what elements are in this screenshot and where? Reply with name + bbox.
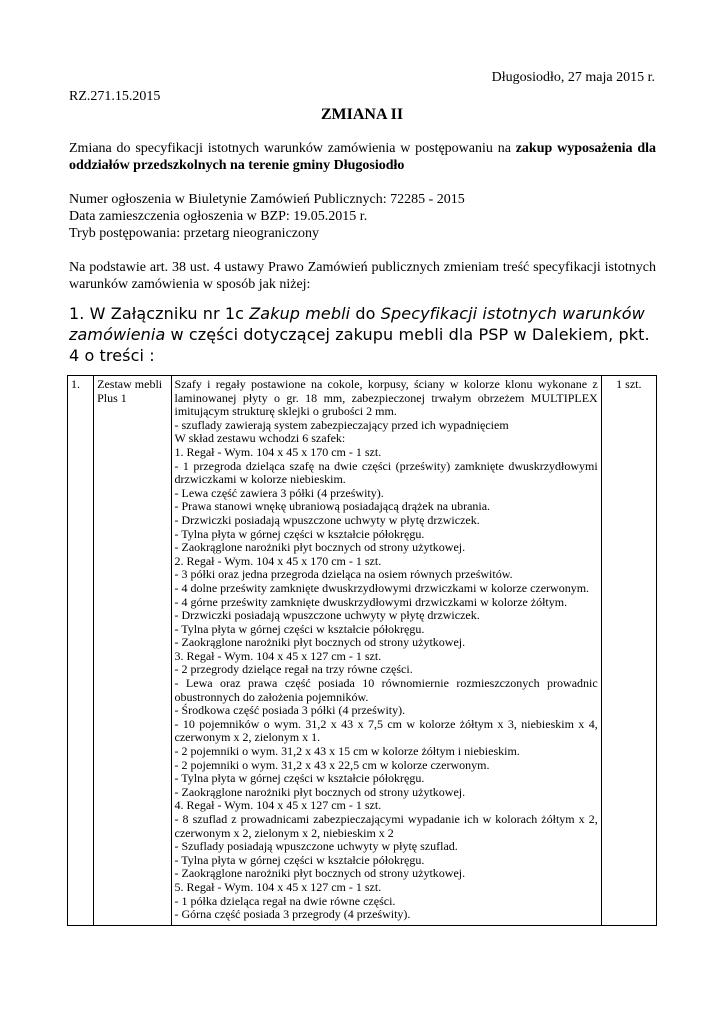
description-line: - Tylna płyta w górnej części w kształcie półokręgu. [174,852,425,867]
description-line: 2. Regał - Wym. 104 x 45 x 170 cm - 1 szt. [174,553,382,568]
description-line: - Lewa część zawiera 3 półki (4 prześwity). [174,485,384,500]
description-line: - 1 przegroda dzieląca szafę na dwie części (prześwity) zamknięte dwuskrzydłowymi drzwiczkami w kolorze niebieskim. [174,458,598,487]
item-description [171,376,601,926]
point-text-2: do [350,304,381,323]
table-row [68,376,657,926]
item-name: Zestaw mebli Plus 1 [94,376,171,926]
description-line: - Drzwiczki posiadają wpuszczone uchwyty w płytę drzwiczek. [174,608,480,623]
description-line: - Drzwiczki posiadają wpuszczone uchwyty w płytę drzwiczek. [174,512,480,527]
announcement-info [69,191,465,242]
change-point-1 [69,303,657,366]
description-line: - 1 półka dzieląca regał na dwie równe części. [174,893,396,908]
description-line: - 2 przegrody dzielące regał na trzy równe części. [174,662,413,677]
description-line: - 2 pojemniki o wym. 31,2 x 43 x 15 cm w kolorze żółtym i niebieskim. [174,744,520,759]
item-quantity: 1 szt. [601,376,656,926]
description-line: - Prawa stanowi wnękę ubraniową posiadającą drążek na ubrania. [174,499,491,514]
description-line: - Szuflady posiadają wpuszczone uchwyty w płytę szuflad. [174,839,458,854]
description-line: - Zaokrąglone narożniki płyt bocznych od strony użytkowej. [174,635,466,650]
description-line: - Tylna płyta w górnej części w kształcie półokręgu. [174,526,425,541]
description-line: - 10 pojemników o wym. 31,2 x 43 x 7,5 cm w kolorze żółtym x 3, niebieskim x 4, czerwonym x 2, zielonym x 1. [174,716,598,745]
description-line: - 4 dolne prześwity zamknięte dwuskrzydłowymi drzwiczkami w kolorze czerwonym. [174,580,590,595]
description-line: - 2 pojemniki o wym. 31,2 x 43 x 22,5 cm w kolorze czerwonym. [174,757,490,772]
description-line: W skład zestawu wchodzi 6 szafek: [174,431,346,446]
description-line: Szafy i regały postawione na cokole, korpusy, ściany w kolorze klonu wykonane z laminowanej płyty o gr. 18 mm, zabezpieczonej trwałym obrzeżem MULTIPLEX imitującym strukturę sklejki o grubości 2 mm. [174,377,598,419]
point-italic-1: Zakup mebli [249,304,351,323]
description-line: - Lewa oraz prawa część posiada 10 równomiernie rozmieszczonych prowadnic obustronnych do założenia pojemników. [174,676,598,704]
description-lines [175,378,598,922]
announcement-number: Numer ogłoszenia w Biuletynie Zamówień Publicznych: 72285 - 2015 [69,192,465,207]
reference-number: RZ.271.15.2015 [69,89,161,104]
description-line: - Zaokrąglone narożniki płyt bocznych od strony użytkowej. [174,540,466,555]
description-line: - 8 szuflad z prowadnicami zabezpieczającymi wypadanie ich w kolorach żółtym x 2, czerwonym x 2, zielonym x 2, niebieskim x 2 [174,812,598,840]
intro-subject: zakup wyposażenia dla oddziałów przedszkolnych na terenie gminy Długosiodło [69,141,657,173]
place-and-date: Długosiodło, 27 maja 2015 r. [491,70,655,85]
point-text-1: 1. W Załączniku nr 1c [69,304,250,323]
description-line: - Tylna płyta w górnej części w kształcie półokręgu. [174,621,425,636]
description-line: 5. Regał - Wym. 104 x 45 x 127 cm - 1 szt. [174,879,382,894]
intro-text: Zmiana do specyfikacji istotnych warunków zamówienia w postępowaniu na [69,141,516,156]
description-line: - Górna część posiada 3 przegrody (4 prześwity). [174,907,411,922]
document-title: ZMIANA II [320,106,404,123]
description-line: 4. Regał - Wym. 104 x 45 x 127 cm - 1 szt. [174,798,382,813]
publication-date: Data zamieszczenia ogłoszenia w BZP: 19.05.2015 r. [69,209,368,224]
procedure-type: Tryb postępowania: przetarg nieograniczony [69,226,319,241]
description-line: 3. Regał - Wym. 104 x 45 x 127 cm - 1 szt. [174,648,382,663]
intro-paragraph [69,140,656,174]
description-line: - 4 górne prześwity zamknięte dwuskrzydłowymi drzwiczkami w kolorze żółtym. [174,594,568,609]
description-line: - Zaokrąglone narożniki płyt bocznych od strony użytkowej. [174,866,466,881]
description-line: 1. Regał - Wym. 104 x 45 x 170 cm - 1 szt. [174,444,382,459]
description-line: - szuflady zawierają system zabezpieczający przed ich wypadnięciem [174,417,509,432]
point-text-3: w części dotyczącej zakupu mebli dla PSP w Dalekiem, pkt. 4 o treści : [69,325,650,365]
description-line: - Środkowa część posiada 3 półki (4 prześwity). [174,703,406,718]
description-line: - Tylna płyta w górnej części w kształcie półokręgu. [174,771,425,786]
row-number: 1. [68,376,94,926]
description-line: - Zaokrąglone narożniki płyt bocznych od strony użytkowej. [174,784,466,799]
description-line: - 3 półki oraz jedna przegroda dzieląca na osiem równych prześwitów. [174,567,513,582]
point-italic-2: Specyfikacji istotnych warunków zamówienia [69,304,645,344]
legal-basis-paragraph: Na podstawie art. 38 ust. 4 ustawy Prawo Zamówień publicznych zmieniam treść specyfikacji istotnych warunków zamówienia w sposób jak niżej: [69,260,656,292]
specification-table [67,375,657,926]
